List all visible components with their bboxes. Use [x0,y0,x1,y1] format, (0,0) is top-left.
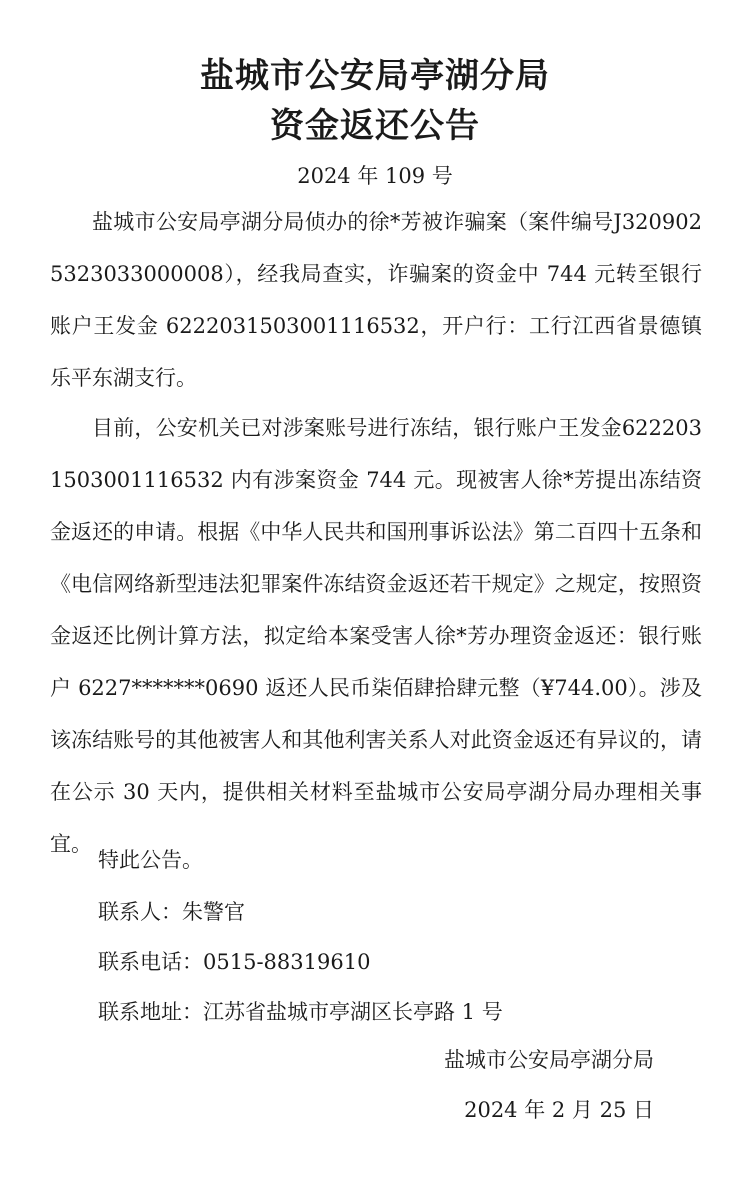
paragraph-case-details: 盐城市公安局亭湖分局侦办的徐*芳被诈骗案（案件编号J3209025323033000008），经我局查实，诈骗案的资金中 744 元转至银行账户王发金 6222031503001116532，开户行：工行江西省景德镇乐平东湖支行。 [50,210,702,390]
issue-date: 2024 年 2 月 25 日 [464,1098,654,1122]
closing-statement: 特此公告。 [98,848,203,872]
contact-address: 联系地址：江苏省盐城市亭湖区长亭路 1 号 [98,1000,503,1024]
document-number: 2024 年 109 号 [297,164,453,188]
issuer-signature: 盐城市公安局亭湖分局 [444,1048,654,1072]
body-section-case [50,196,702,404]
contact-phone: 联系电话：0515-88319610 [98,950,371,974]
notice-title-subject: 资金返还公告 [270,106,480,146]
contact-person: 联系人：朱警官 [98,900,245,924]
paragraph-refund-details: 目前，公安机关已对涉案账号进行冻结，银行账户王发金6222031503001116532 内有涉案资金 744 元。现被害人徐*芳提出冻结资金返还的申请。根据《中华人民共和国刑事诉讼法》第二百四十五条和《电信网络新型违法犯罪案件冻结资金返还若干规定》之规定，按照资金返还比例计算方法，拟定给本案受害人徐*芳办理资金返还：银行账户 6227*******0690 返还人民币柒佰肆拾肆元整（¥744.00）。涉及该冻结账号的其他被害人和其他利害关系人对此资金返还有异议的，请在公示 30 天内，提供相关材料至盐城市公安局亭湖分局办理相关事宜。 [50,416,702,856]
body-section-refund [50,402,702,870]
notice-title-agency: 盐城市公安局亭湖分局 [200,56,550,96]
